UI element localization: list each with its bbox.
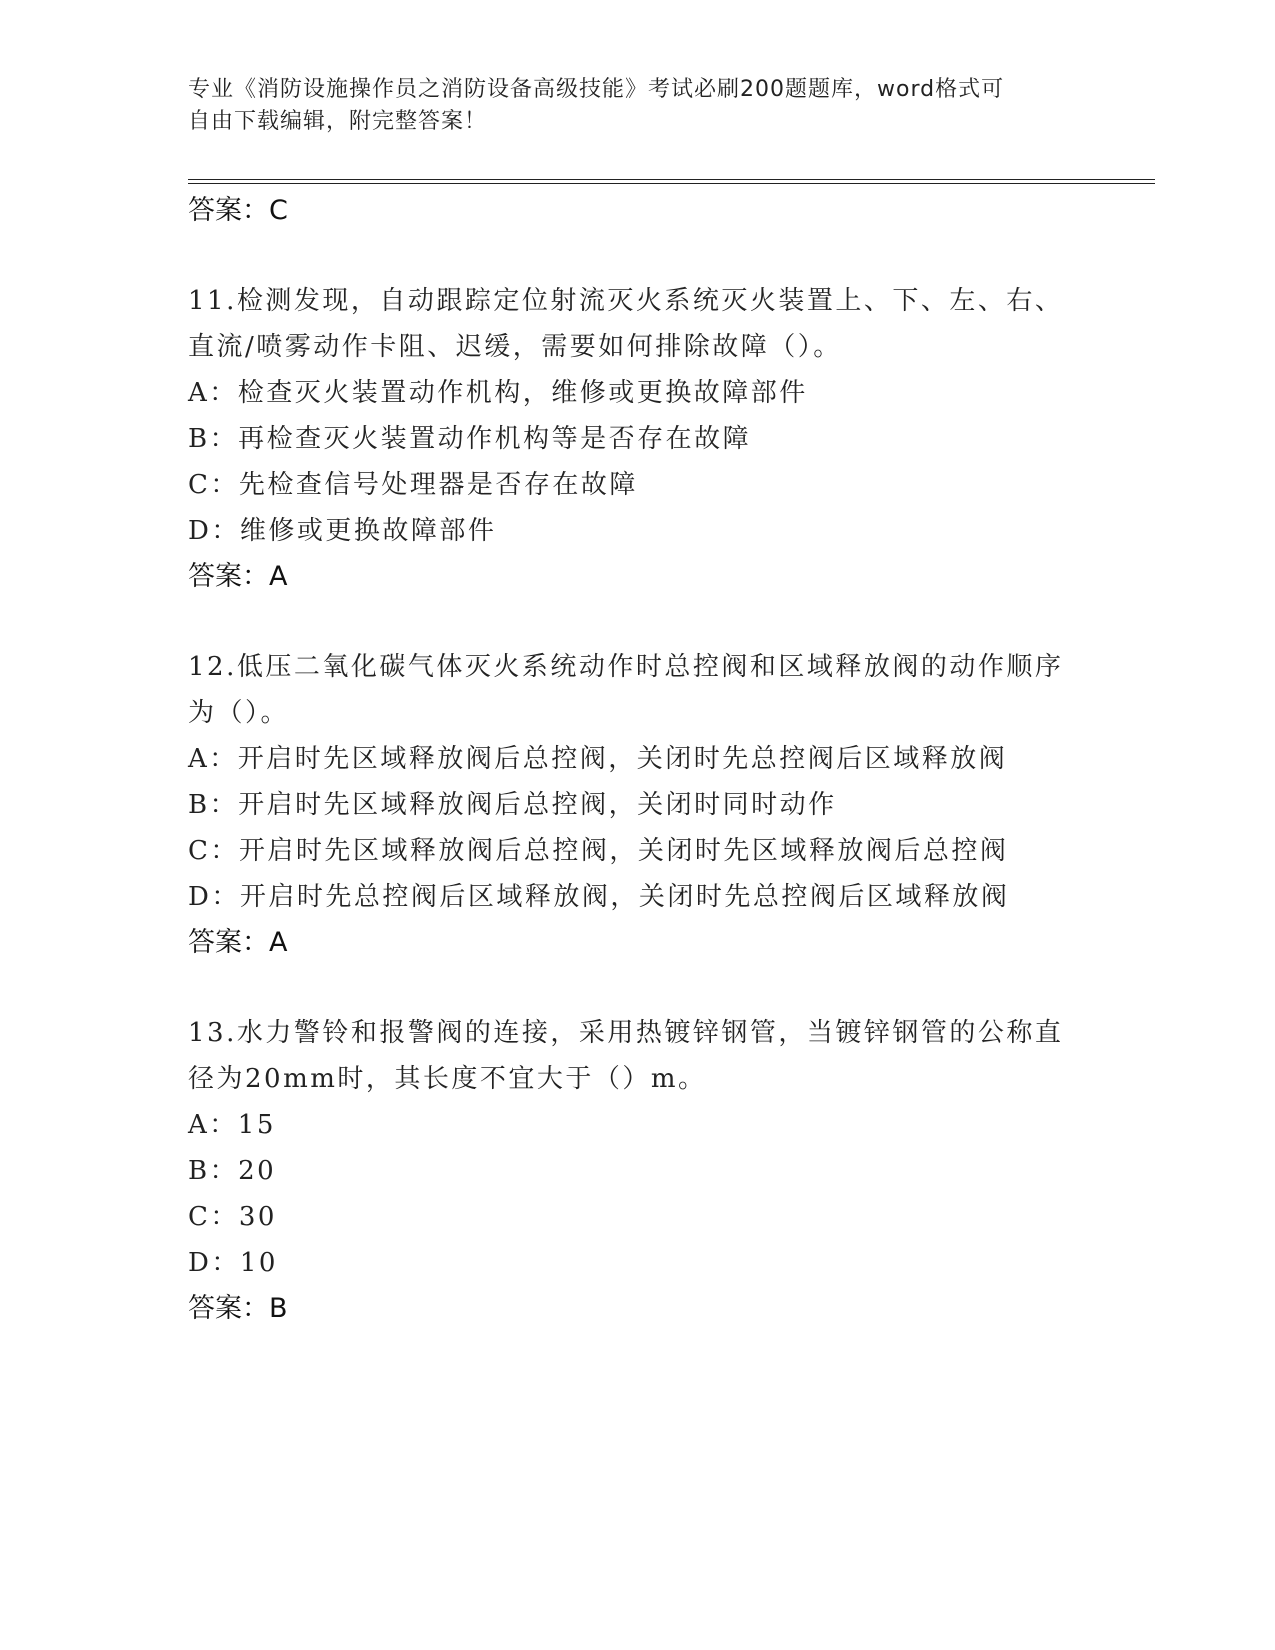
option-d: D：10 <box>188 1248 278 1278</box>
question-11 <box>188 278 1088 370</box>
option-a: A：开启时先区域释放阀后总控阀，关闭时先总控阀后区域释放阀 <box>188 744 1008 774</box>
option-d: D：开启时先总控阀后区域释放阀，关闭时先总控阀后区域释放阀 <box>188 882 1010 912</box>
option-b: B：20 <box>188 1156 277 1186</box>
spacer <box>188 600 1088 644</box>
option-c: C：先检查信号处理器是否存在故障 <box>188 470 638 500</box>
option-b: B：再检查灭火装置动作机构等是否存在故障 <box>188 424 752 454</box>
question-text-line: 直流/喷雾动作卡阻、迟缓，需要如何排除故障（）。 <box>188 332 842 362</box>
header-line-1: 专业《消防设施操作员之消防设备高级技能》考试必刷200题题库，word格式可 <box>188 77 1005 102</box>
question-12 <box>188 644 1088 736</box>
answer-line: 答案：C <box>188 195 288 226</box>
option-b: B：开启时先区域释放阀后总控阀，关闭时同时动作 <box>188 790 837 820</box>
answer-line: 答案：A <box>188 561 288 592</box>
question-text-line: 11.检测发现，自动跟踪定位射流灭火系统灭火装置上、下、左、右、 <box>188 286 1064 316</box>
answer-line: 答案：A <box>188 927 288 958</box>
header-line-2: 自由下载编辑，附完整答案！ <box>188 109 488 134</box>
header-divider-bottom <box>188 183 1155 184</box>
question-text-line: 径为20mm时，其长度不宜大于（）m。 <box>188 1064 707 1094</box>
option-a: A：检查灭火装置动作机构，维修或更换故障部件 <box>188 378 808 408</box>
question-text-line: 为（）。 <box>188 698 290 728</box>
option-c: C：30 <box>188 1202 277 1232</box>
answer-line: 答案：B <box>188 1293 288 1324</box>
spacer <box>188 234 1088 278</box>
option-d: D：维修或更换故障部件 <box>188 516 497 546</box>
header-divider-top <box>188 179 1155 180</box>
option-a: A：15 <box>188 1110 276 1140</box>
document-header <box>188 74 1088 138</box>
spacer <box>188 966 1088 1010</box>
question-text-line: 12.低压二氧化碳气体灭火系统动作时总控阀和区域释放阀的动作顺序 <box>188 652 1064 682</box>
question-13 <box>188 1010 1088 1102</box>
option-c: C：开启时先区域释放阀后总控阀，关闭时先区域释放阀后总控阀 <box>188 836 1009 866</box>
question-text-line: 13.水力警铃和报警阀的连接，采用热镀锌钢管，当镀锌钢管的公称直 <box>188 1018 1064 1048</box>
document-body <box>188 188 1088 1332</box>
